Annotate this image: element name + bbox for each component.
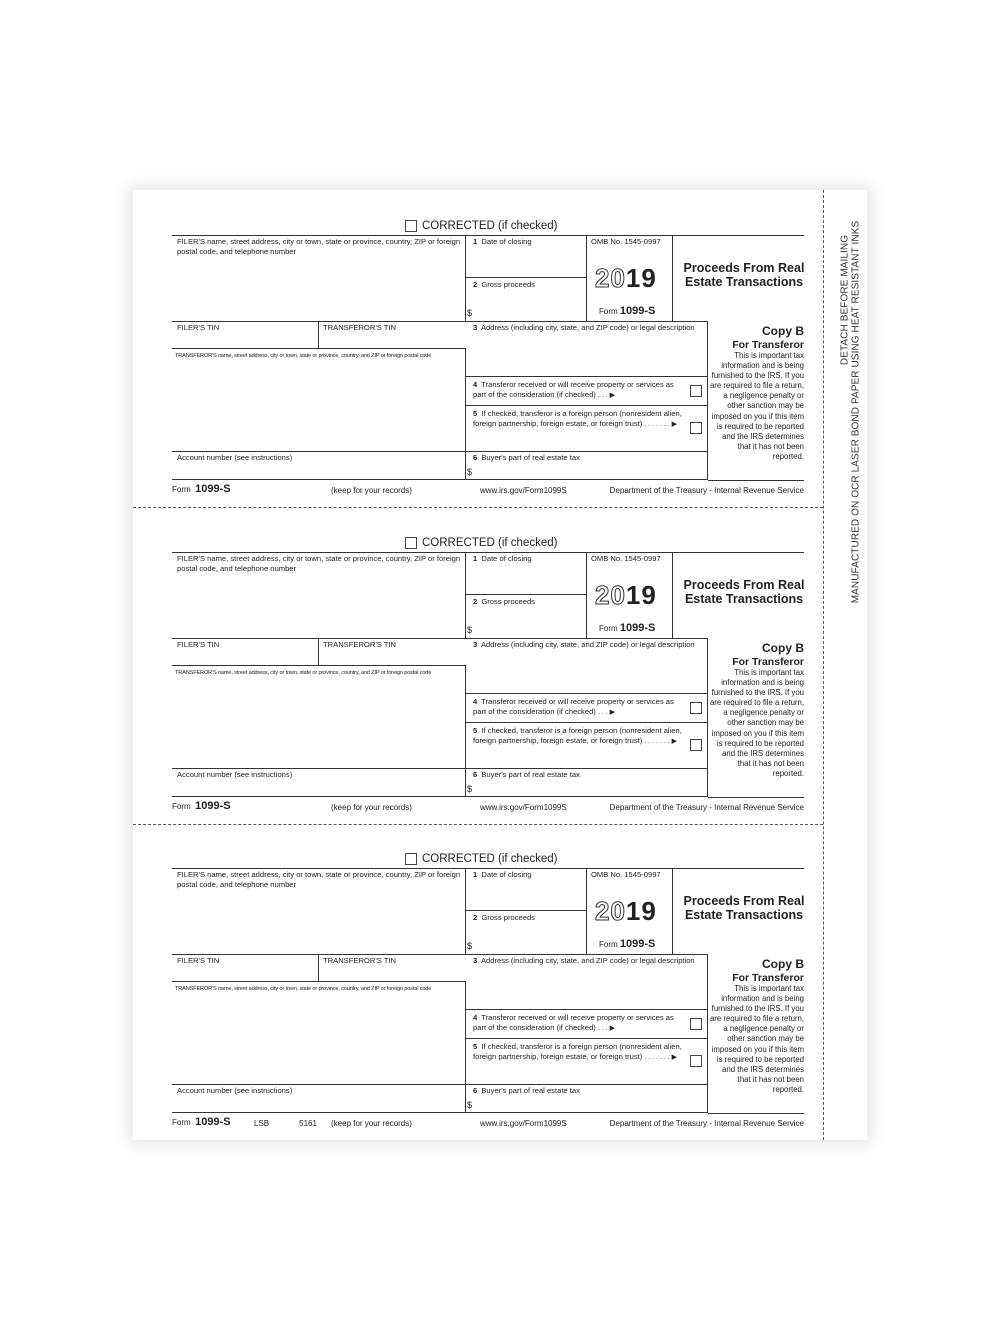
tax-year-solid: 19 [625, 580, 657, 610]
filer-name-box[interactable] [172, 868, 466, 954]
footer-url: www.irs.gov/Form1099S [480, 803, 567, 812]
box3-label: Address (including city, state, and ZIP code) or legal description [480, 323, 695, 332]
corrected-label: CORRECTED (if checked) [422, 537, 558, 549]
omb-year-box [587, 868, 673, 954]
footer-form-id [172, 483, 231, 495]
footer-keep: (keep for your records) [331, 803, 412, 812]
box3-number: 3 [473, 640, 478, 649]
box5-number: 5 [473, 726, 478, 735]
box2-label-row [473, 913, 535, 923]
box6-label-row [473, 770, 580, 780]
filer-name-box[interactable] [172, 235, 466, 321]
form-title: Proceeds From Real Estate Transactions [683, 894, 805, 922]
box2-dollar: $ [467, 625, 473, 635]
box1-label-row [473, 870, 532, 880]
box6-number: 6 [473, 770, 478, 779]
box6-label-row [473, 453, 580, 463]
footer-form-id [172, 800, 231, 812]
box3-number: 3 [473, 323, 478, 332]
box6-number: 6 [473, 1086, 478, 1095]
footer-keep: (keep for your records) [331, 1119, 412, 1128]
box6-label-row [473, 1086, 580, 1096]
tax-year-outline: 20 [595, 896, 626, 926]
transferor-tin-box[interactable] [319, 954, 466, 982]
box4-number: 4 [473, 1013, 478, 1022]
box4-arrow-icon: . . . ▶ [597, 709, 616, 716]
corrected-label: CORRECTED (if checked) [422, 220, 558, 232]
footer-form-word: Form [172, 802, 191, 811]
tax-year-outline: 20 [595, 580, 626, 610]
box5-label-row [473, 726, 688, 747]
bottom-rule-right [708, 480, 804, 481]
footer-url: www.irs.gov/Form1099S [480, 486, 567, 495]
corrected-checkbox[interactable] [405, 220, 417, 232]
box4-label-row [473, 380, 688, 401]
box6-buyer-real-estate-tax[interactable] [466, 768, 708, 797]
transferor-tin-label: TRANSFEROR'S TIN [323, 956, 397, 965]
corrected-checkbox-row[interactable] [405, 853, 557, 865]
box6-dollar: $ [467, 467, 473, 477]
for-transferor-label: For Transferor [732, 656, 804, 668]
box5-checkbox[interactable] [690, 1055, 702, 1067]
account-number-box[interactable] [172, 451, 466, 480]
box3-label: Address (including city, state, and ZIP code) or legal description [480, 956, 695, 965]
copy-label: Copy B [762, 957, 804, 971]
footer-lsb [254, 1119, 317, 1128]
manufactured-text: MANUFACTURED ON OCR LASER BOND PAPER USING HEAT RESISTANT INKS [850, 220, 862, 604]
box2-label: Gross proceeds [481, 280, 535, 289]
box3-label-row [473, 640, 695, 650]
footer-form-word: Form [172, 1118, 191, 1127]
filer-tin-box[interactable] [172, 954, 319, 982]
box4-label-row [473, 697, 688, 718]
box6-number: 6 [473, 453, 478, 462]
box5-arrow-icon: . . . . . . . ▶ [644, 421, 678, 428]
box3-address[interactable] [466, 954, 708, 1010]
account-number-box[interactable] [172, 1084, 466, 1113]
notice-text: This is important tax information and is being furnished to the IRS. If you are required to file a return, a negligence penalty or other sanction may be imposed on you if this item is required to be reported and the IRS determines that it has not been reported. [709, 351, 804, 461]
tax-year [595, 580, 657, 611]
box5-number: 5 [473, 1042, 478, 1051]
lsb-text: LSB [254, 1119, 270, 1128]
box5-checkbox[interactable] [690, 739, 702, 751]
bottom-rule-right [708, 797, 804, 798]
corrected-checkbox[interactable] [405, 853, 417, 865]
box6-label: Buyer's part of real estate tax [481, 453, 580, 462]
box5-label: If checked, transferor is a foreign person (nonresident alien, foreign partnership, foreign estate, or foreign trust) [473, 726, 682, 745]
corrected-checkbox-row[interactable] [405, 220, 557, 232]
box1-number: 1 [473, 870, 478, 879]
transferor-name-label: TRANSFEROR'S name, street address, city or town, state or province, country, and ZIP or foreign postal code [175, 986, 432, 992]
transferor-tin-box[interactable] [319, 638, 466, 666]
box3-address[interactable] [466, 638, 708, 694]
transferor-tin-box[interactable] [319, 321, 466, 349]
transferor-name-box[interactable] [172, 982, 466, 1084]
box5-label-row [473, 409, 688, 430]
box4-label: Transferor received or will receive property or services as part of the consideration (if checked) [473, 380, 674, 399]
box2-label: Gross proceeds [481, 913, 535, 922]
form-1099s-3 [172, 823, 805, 1128]
corrected-checkbox-row[interactable] [405, 537, 557, 549]
transferor-name-label: TRANSFEROR'S name, street address, city or town, state or province, country, and ZIP or foreign postal code [175, 670, 432, 676]
box2-dollar: $ [467, 941, 473, 951]
for-transferor-label: For Transferor [732, 339, 804, 351]
box4-number: 4 [473, 380, 478, 389]
box6-dollar: $ [467, 1100, 473, 1110]
box4-arrow-icon: . . . ▶ [597, 1025, 616, 1032]
footer-keep: (keep for your records) [331, 486, 412, 495]
filer-tin-box[interactable] [172, 321, 319, 349]
footer-form-id [172, 1116, 231, 1128]
filer-tin-label: FILER'S TIN [177, 323, 220, 332]
notice-text: This is important tax information and is being furnished to the IRS. If you are required to file a return, a negligence penalty or other sanction may be imposed on you if this item is required to be reported and the IRS determines that it has not been reported. [709, 668, 804, 778]
account-number-box[interactable] [172, 768, 466, 797]
box5-label-row [473, 1042, 688, 1063]
form-1099s-2 [172, 507, 805, 812]
vertical-perforation [823, 190, 824, 1140]
form-word: Form [599, 624, 618, 633]
filer-tin-box[interactable] [172, 638, 319, 666]
filer-tin-label: FILER'S TIN [177, 956, 220, 965]
box2-number: 2 [473, 913, 478, 922]
box6-buyer-real-estate-tax[interactable] [466, 451, 708, 480]
transferor-name-label: TRANSFEROR'S name, street address, city or town, state or province, country, and ZIP or foreign postal code [175, 353, 432, 359]
omb-year-box [587, 235, 673, 321]
account-number-label: Account number (see instructions) [177, 1086, 293, 1095]
footer-form-number: 1099-S [195, 483, 231, 495]
transferor-name-box[interactable] [172, 666, 466, 768]
box5-label: If checked, transferor is a foreign person (nonresident alien, foreign partnership, foreign estate, or foreign trust) [473, 409, 682, 428]
corrected-checkbox[interactable] [405, 537, 417, 549]
box4-arrow-icon: . . . ▶ [597, 392, 616, 399]
detach-text: DETACH BEFORE MAILING [839, 234, 851, 366]
box5-checkbox[interactable] [690, 422, 702, 434]
box1-number: 1 [473, 554, 478, 563]
box1-label-row [473, 554, 532, 564]
box5-number: 5 [473, 409, 478, 418]
form-number: 1099-S [619, 938, 656, 950]
box5-foreign-person [466, 406, 708, 451]
box3-label: Address (including city, state, and ZIP code) or legal description [480, 640, 695, 649]
box1-date-of-closing[interactable] [466, 552, 587, 595]
box2-dollar: $ [467, 308, 473, 318]
box2-label: Gross proceeds [481, 597, 535, 606]
transferor-name-box[interactable] [172, 349, 466, 451]
bottom-rule-right [708, 1113, 804, 1114]
box3-label-row [473, 956, 695, 966]
form-title: Proceeds From Real Estate Transactions [683, 261, 805, 289]
tax-year-outline: 20 [595, 263, 626, 293]
box4-label: Transferor received or will receive property or services as part of the consideration (if checked) [473, 1013, 674, 1032]
box4-property-services [466, 694, 708, 723]
tax-year-solid: 19 [625, 263, 657, 293]
notice-text: This is important tax information and is being furnished to the IRS. If you are required to file a return, a negligence penalty or other sanction may be imposed on you if this item is required to be reported and the IRS determines that it has not been reported. [709, 984, 804, 1094]
form-id [599, 305, 655, 317]
box2-number: 2 [473, 597, 478, 606]
transferor-tin-label: TRANSFEROR'S TIN [323, 323, 397, 332]
box1-number: 1 [473, 237, 478, 246]
footer-dept: Department of the Treasury - Internal Revenue Service [609, 803, 804, 812]
box4-checkbox[interactable] [690, 702, 702, 714]
form-id [599, 938, 655, 950]
box1-label: Date of closing [481, 554, 532, 563]
form-id [599, 622, 655, 634]
filer-tin-label: FILER'S TIN [177, 640, 220, 649]
footer-form-number: 1099-S [195, 800, 231, 812]
box6-label: Buyer's part of real estate tax [481, 770, 580, 779]
for-transferor-label: For Transferor [732, 972, 804, 984]
footer-dept: Department of the Treasury - Internal Revenue Service [609, 486, 804, 495]
copy-label: Copy B [762, 324, 804, 338]
box5-foreign-person [466, 723, 708, 768]
form-number: 1099-S [619, 622, 656, 634]
tax-year [595, 263, 657, 294]
box3-label-row [473, 323, 695, 333]
box1-label: Date of closing [481, 870, 532, 879]
footer-form-word: Form [172, 485, 191, 494]
account-number-label: Account number (see instructions) [177, 770, 293, 779]
box2-label-row [473, 597, 535, 607]
filer-name-label: FILER'S name, street address, city or town, state or province, country, ZIP or foreign postal code, and telephone number [177, 237, 461, 256]
box4-number: 4 [473, 697, 478, 706]
box5-arrow-icon: . . . . . . . ▶ [644, 738, 678, 745]
box4-property-services [466, 377, 708, 406]
corrected-label: CORRECTED (if checked) [422, 853, 558, 865]
transferor-tin-label: TRANSFEROR'S TIN [323, 640, 397, 649]
filer-name-label: FILER'S name, street address, city or town, state or province, country, ZIP or foreign postal code, and telephone number [177, 870, 461, 889]
omb-year-box [587, 552, 673, 638]
footer-dept: Department of the Treasury - Internal Revenue Service [609, 1119, 804, 1128]
box4-checkbox[interactable] [690, 385, 702, 397]
box5-label: If checked, transferor is a foreign person (nonresident alien, foreign partnership, foreign estate, or foreign trust) [473, 1042, 682, 1061]
box1-label: Date of closing [481, 237, 532, 246]
box2-gross-proceeds[interactable] [466, 278, 587, 321]
filer-name-box[interactable] [172, 552, 466, 638]
form-word: Form [599, 307, 618, 316]
box1-date-of-closing[interactable] [466, 235, 587, 278]
box5-arrow-icon: . . . . . . . ▶ [644, 1054, 678, 1061]
box4-label-row [473, 1013, 688, 1034]
filer-name-label: FILER'S name, street address, city or town, state or province, country, ZIP or foreign postal code, and telephone number [177, 554, 461, 573]
box2-gross-proceeds[interactable] [466, 911, 587, 954]
box1-date-of-closing[interactable] [466, 868, 587, 911]
form-1099s-1 [172, 190, 805, 495]
box5-foreign-person [466, 1039, 708, 1084]
account-number-label: Account number (see instructions) [177, 453, 293, 462]
tax-year [595, 896, 657, 927]
omb-number: OMB No. 1545-0997 [591, 870, 661, 879]
form-title: Proceeds From Real Estate Transactions [683, 578, 805, 606]
box6-buyer-real-estate-tax[interactable] [466, 1084, 708, 1113]
box1-label-row [473, 237, 532, 247]
omb-number: OMB No. 1545-0997 [591, 554, 661, 563]
box3-number: 3 [473, 956, 478, 965]
box3-address[interactable] [466, 321, 708, 377]
box4-checkbox[interactable] [690, 1018, 702, 1030]
form-code: 5161 [299, 1119, 317, 1128]
box6-dollar: $ [467, 784, 473, 794]
box2-gross-proceeds[interactable] [466, 595, 587, 638]
box2-number: 2 [473, 280, 478, 289]
omb-number: OMB No. 1545-0997 [591, 237, 661, 246]
footer-form-number: 1099-S [195, 1116, 231, 1128]
box4-label: Transferor received or will receive property or services as part of the consideration (if checked) [473, 697, 674, 716]
copy-label: Copy B [762, 641, 804, 655]
box2-label-row [473, 280, 535, 290]
form-word: Form [599, 940, 618, 949]
box4-property-services [466, 1010, 708, 1039]
footer-url: www.irs.gov/Form1099S [480, 1119, 567, 1128]
form-number: 1099-S [619, 305, 656, 317]
tax-year-solid: 19 [625, 896, 657, 926]
box6-label: Buyer's part of real estate tax [481, 1086, 580, 1095]
